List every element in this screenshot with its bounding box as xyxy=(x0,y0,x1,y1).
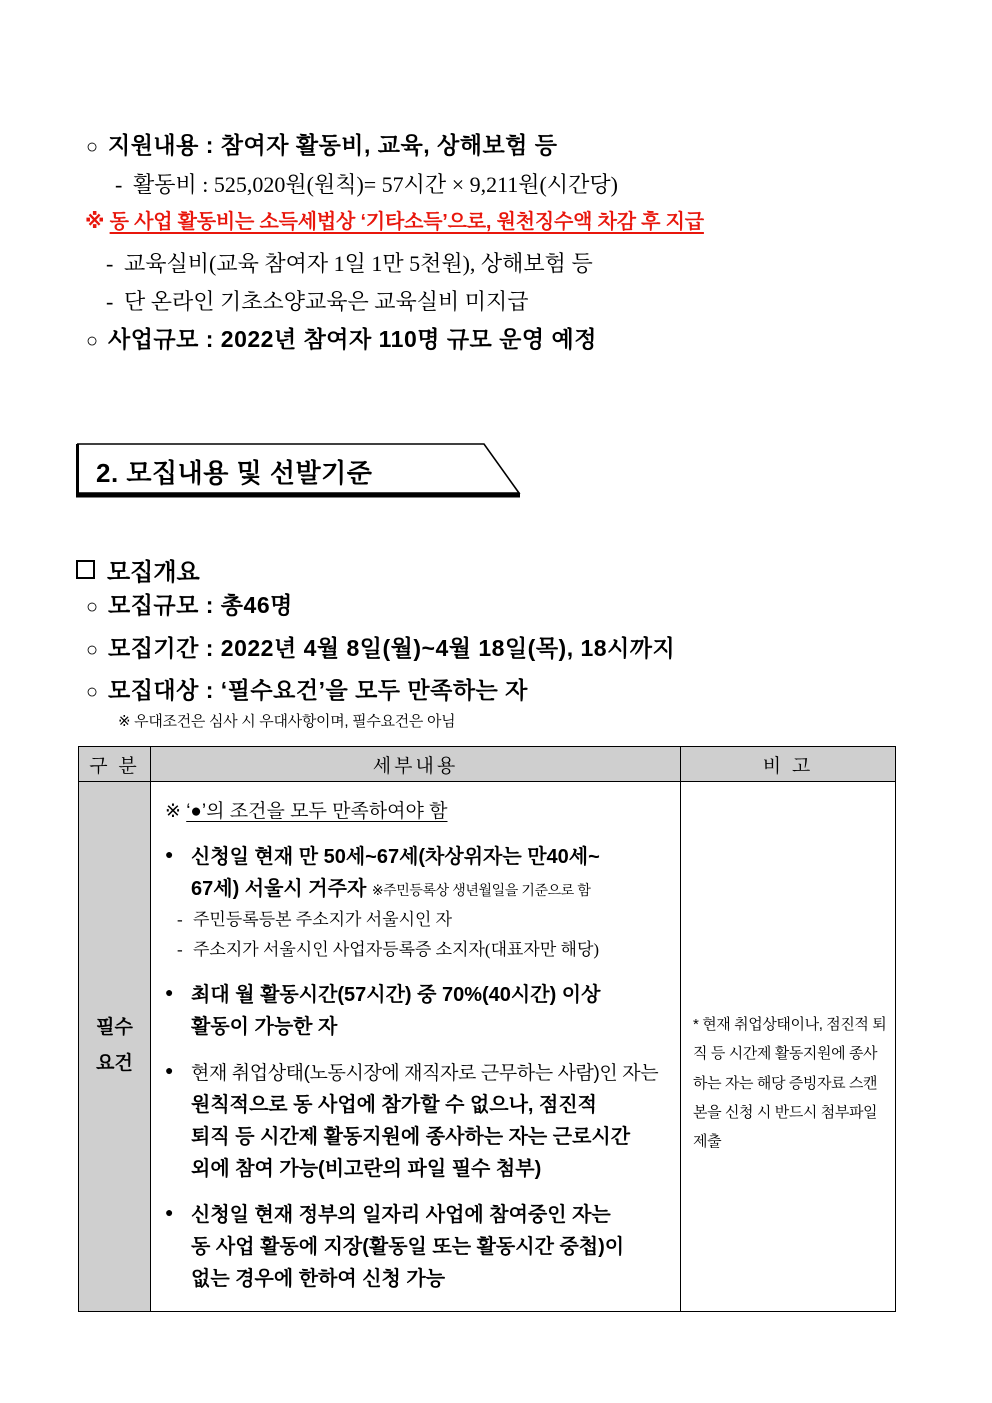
overview-item-recruit-target-text: 모집대상 : ‘필수요건’을 모두 만족하는 자 xyxy=(108,677,528,703)
detail-note xyxy=(165,796,670,823)
requirement-bullet-text xyxy=(191,979,670,1043)
checkbox-square-icon xyxy=(76,560,95,579)
requirement-subdash xyxy=(177,905,670,935)
overview-item-recruit-size xyxy=(86,594,293,617)
intro-item-online-basic-training-text: 단 온라인 기초소양교육은 교육실비 미지급 xyxy=(124,289,529,314)
dash-marker-icon: - xyxy=(106,289,114,314)
overview-item-recruit-period-text: 모집기간 : 2022년 4월 8일(월)~4월 18일(목), 18시까지 xyxy=(108,635,676,661)
section-banner-title: 2. 모집내용 및 선발기준 xyxy=(96,458,373,488)
reference-mark-icon: ※ xyxy=(85,211,105,233)
intro-item-online-basic-training xyxy=(106,291,529,313)
intro-item-education-expense xyxy=(106,253,593,275)
intro-item-project-scale-text: 사업규모 : 2022년 참여자 110명 규모 운영 예정 xyxy=(108,326,597,352)
intro-item-support-content xyxy=(86,134,558,157)
bullet-dot-icon: ● xyxy=(165,1203,174,1220)
bullet-circle-icon: ○ xyxy=(86,681,99,703)
overview-heading-label: 모집개요 xyxy=(107,559,200,586)
requirement-bullet xyxy=(165,1057,670,1185)
table-row xyxy=(79,782,896,1312)
requirement-line: 활동이 가능한 자 xyxy=(191,1015,338,1038)
intro-item-activity-fee-text: 활동비 : 525,020원(원칙)= 57시간 × 9,211원(시간당) xyxy=(133,172,618,197)
intro-red-notice-text: 동 사업 활동비는 소득세법상 ‘기타소득’으로, 원천징수액 차감 후 지급 xyxy=(109,211,704,233)
intro-item-activity-fee xyxy=(115,174,618,196)
table-header-detail: 세부내용 xyxy=(151,747,681,782)
dash-marker-icon: - xyxy=(177,910,183,929)
requirement-subdash-text: 주민등록등본 주소지가 서울시인 자 xyxy=(193,910,453,929)
reference-mark-icon: ※ xyxy=(165,801,187,822)
gubun-label-line1: 필수 xyxy=(96,1017,133,1039)
requirement-line: 없는 경우에 한하여 신청 가능 xyxy=(191,1267,446,1290)
requirement-bullet xyxy=(165,1199,670,1295)
dash-marker-icon: - xyxy=(115,172,123,197)
bullet-circle-icon: ○ xyxy=(86,639,99,661)
overview-item-recruit-target xyxy=(86,679,528,702)
table-cell-bigo xyxy=(681,782,896,1312)
requirement-line: 최대 월 활동시간(57시간) 중 70%(40시간) 이상 xyxy=(191,983,601,1006)
intro-item-education-expense-text: 교육실비(교육 참여자 1일 1만 5천원), 상해보험 등 xyxy=(124,251,593,276)
requirement-line: 외에 참여 가능(비고란의 파일 필수 첨부) xyxy=(191,1157,542,1180)
overview-footnote: ※ 우대조건은 심사 시 우대사항이며, 필수요건은 아님 xyxy=(118,713,456,730)
section-banner xyxy=(76,442,521,498)
intro-item-support-content-text: 지원내용 : 참여자 활동비, 교육, 상해보험 등 xyxy=(108,132,558,158)
requirement-line: 동 사업 활동에 지장(활동일 또는 활동시간 중첩)이 xyxy=(191,1235,625,1258)
requirement-line: 현재 취업상태(노동시장에 재직자로 근무하는 사람)인 자는 xyxy=(191,1062,659,1084)
requirement-bullet-text xyxy=(191,1057,670,1185)
bullet-circle-icon: ○ xyxy=(86,330,99,352)
intro-item-project-scale xyxy=(86,328,597,351)
requirement-bullet-text xyxy=(191,1199,670,1295)
dash-marker-icon: - xyxy=(177,939,183,959)
requirement-line: 신청일 현재 만 50세~67세(차상위자는 만40세~ xyxy=(191,846,600,868)
overview-item-recruit-size-text: 모집규모 : 총46명 xyxy=(108,592,293,618)
requirement-line: 원칙적으로 동 사업에 참가할 수 없으나, 점진적 xyxy=(191,1093,597,1116)
requirement-subdash-text: 주소지가 서울시인 사업자등록증 소지자(대표자만 해당) xyxy=(193,939,600,959)
requirement-bullet xyxy=(165,979,670,1043)
table-cell-gubun xyxy=(79,782,151,1312)
requirement-subdash xyxy=(177,935,670,965)
requirement-bullet xyxy=(165,841,670,905)
overview-item-recruit-period xyxy=(86,637,675,660)
gubun-label-line2: 요건 xyxy=(96,1053,133,1075)
requirements-table xyxy=(78,746,896,1312)
bullet-circle-icon: ○ xyxy=(86,596,99,618)
requirement-line: 67세) 서울시 거주자 xyxy=(191,878,372,900)
detail-note-text: ‘●’의 조건을 모두 만족하여야 함 xyxy=(186,801,448,822)
dash-marker-icon: - xyxy=(106,251,114,276)
table-header-gubun: 구 분 xyxy=(79,747,151,782)
table-cell-detail xyxy=(151,782,681,1312)
overview-heading xyxy=(76,552,200,587)
bullet-dot-icon: ● xyxy=(165,846,174,862)
intro-red-notice xyxy=(85,212,704,232)
table-header-row xyxy=(79,747,896,782)
table-header-bigo: 비 고 xyxy=(681,747,896,782)
bigo-note-text: * 현재 취업상태이나, 점진적 퇴직 등 시간제 활동지원에 종사하는 자는 해당 증빙자료 스캔본을 신청 시 반드시 첨부파일 제출 xyxy=(693,1016,887,1150)
bullet-dot-icon: ● xyxy=(165,983,174,1000)
bullet-dot-icon: ● xyxy=(165,1061,174,1078)
requirement-line: 신청일 현재 정부의 일자리 사업에 참여중인 자는 xyxy=(191,1203,611,1226)
requirement-bullet-text xyxy=(191,841,670,905)
requirement-line: 퇴직 등 시간제 활동지원에 종사하는 자는 근로시간 xyxy=(191,1125,631,1148)
requirement-line-annotation: ※주민등록상 생년월일을 기준으로 함 xyxy=(371,882,591,898)
bullet-circle-icon: ○ xyxy=(86,136,99,158)
